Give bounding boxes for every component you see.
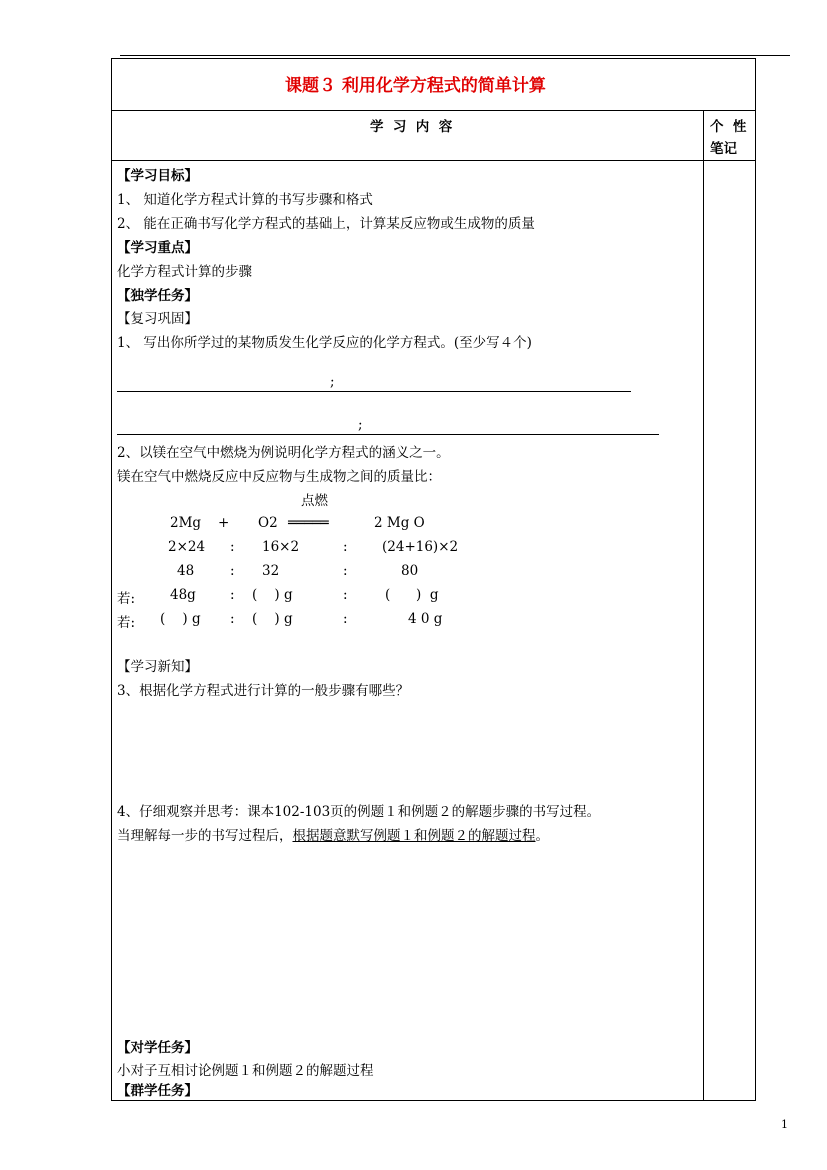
- eq-r5-term-1: ( ) g: [160, 611, 201, 627]
- eq-r1-plus: +: [218, 515, 230, 531]
- answer-line-2: [117, 434, 659, 435]
- goals-heading: 【学习目标】: [117, 168, 198, 184]
- eq-r4-term-1: 48g: [170, 587, 196, 603]
- eq-r3-colon-1: :: [230, 563, 235, 579]
- review-heading: 【复习巩固】: [117, 311, 198, 327]
- self-study-heading: 【独学任务】: [117, 288, 198, 304]
- pair-study-text: 小对子互相讨论例题１和例题２的解题过程: [117, 1063, 374, 1079]
- reaction-condition: 点燃: [301, 493, 328, 509]
- question-4-instruction-end: 。: [535, 828, 549, 844]
- eq-r2-term-1: 2×24: [168, 539, 206, 555]
- goal-1: 1、 知道化学方程式计算的书写步骤和格式: [117, 192, 373, 208]
- eq-r1-product: 2 Mg O: [374, 515, 425, 531]
- answer-semicolon-2: ;: [358, 417, 363, 433]
- answer-line-1: [117, 391, 631, 392]
- eq-r5-colon-2: :: [343, 611, 348, 627]
- eq-r5-label: 若:: [117, 615, 136, 631]
- question-4-instruction-plain: 当理解每一步的书写过程后，: [117, 828, 293, 844]
- new-knowledge-heading: 【学习新知】: [117, 659, 198, 675]
- eq-r4-colon-2: :: [343, 587, 348, 603]
- answer-semicolon-1: ;: [330, 374, 335, 390]
- key-text: 化学方程式计算的步骤: [117, 264, 252, 280]
- title-row-divider: [111, 110, 756, 111]
- question-2: 2、以镁在空气中燃烧为例说明化学方程式的涵义之一。: [117, 445, 450, 461]
- eq-r2-term-3: (24+16)×2: [382, 539, 459, 555]
- content-column-header: 学 习 内 容: [370, 119, 453, 135]
- group-study-heading: 【群学任务】: [117, 1083, 198, 1099]
- table-bottom-border: [111, 1100, 756, 1101]
- question-3: 3、根据化学方程式进行计算的一般步骤有哪些？: [117, 683, 410, 699]
- page-title: 课题３ 利用化学方程式的简单计算: [285, 76, 546, 96]
- goal-2: 2、 能在正确书写化学方程式的基础上，计算某反应物或生成物的质量: [117, 216, 535, 232]
- question-2-sub: 镁在空气中燃烧反应中反应物与生成物之间的质量比：: [117, 469, 441, 485]
- eq-r3-term-1: 48: [177, 563, 195, 579]
- eq-r2-colon-2: :: [343, 539, 348, 555]
- header-row-divider: [111, 160, 756, 161]
- page-number: 1: [781, 1118, 788, 1131]
- question-1: 1、 写出你所学过的某物质发生化学反应的化学方程式。(至少写４个): [117, 335, 532, 351]
- eq-r5-term-3: 4 0 g: [408, 611, 443, 627]
- eq-r5-colon-1: :: [230, 611, 235, 627]
- eq-r3-colon-2: :: [343, 563, 348, 579]
- notes-column-divider: [703, 110, 704, 1101]
- eq-r3-term-3: 80: [401, 563, 419, 579]
- eq-r4-term-3: ( ) g: [385, 587, 439, 603]
- eq-r1-arrow: ═════: [288, 515, 329, 531]
- question-4-instruction: [117, 824, 549, 844]
- table-top-border: [111, 58, 756, 59]
- eq-r5-term-2: ( ) g: [252, 611, 293, 627]
- eq-r2-term-2: 16×2: [262, 539, 300, 555]
- top-rule: [120, 55, 790, 56]
- table-left-border: [111, 58, 112, 1101]
- eq-r2-colon-1: :: [230, 539, 235, 555]
- pair-study-heading: 【对学任务】: [117, 1040, 198, 1056]
- question-4-instruction-underlined: 根据题意默写例题１和例题２的解题过程: [292, 828, 536, 844]
- eq-r3-term-2: 32: [262, 563, 280, 579]
- key-heading: 【学习重点】: [117, 240, 198, 256]
- eq-r1-reactant-1: 2Mg: [170, 515, 202, 531]
- table-right-border: [755, 58, 756, 1101]
- eq-r4-label: 若:: [117, 591, 136, 607]
- eq-r4-term-2: ( ) g: [252, 587, 293, 603]
- eq-r1-reactant-2: O2: [258, 515, 278, 531]
- question-4: 4、仔细观察并思考：课本102-103页的例题１和例题２的解题步骤的书写过程。: [117, 804, 601, 820]
- eq-r4-colon-1: :: [230, 587, 235, 603]
- notes-column-header-line1: 个 性: [710, 119, 747, 135]
- notes-column-header-line2: 笔记: [710, 141, 737, 157]
